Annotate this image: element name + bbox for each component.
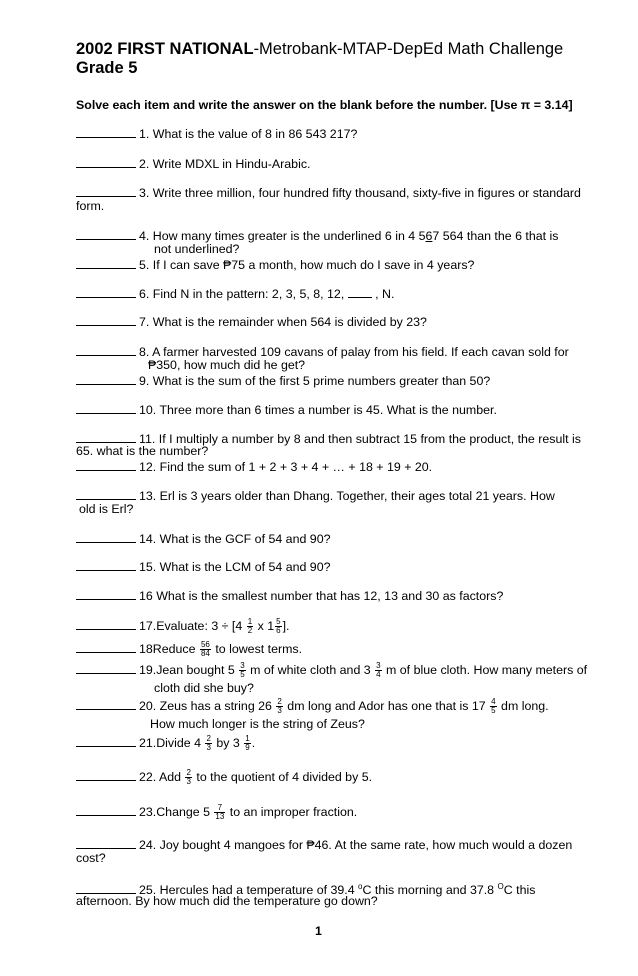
question-21: 21.Divide 4 $\frac{2}{3}$ by 3 $\frac{1}{9}$ .	[76, 735, 255, 752]
answer-blank[interactable]	[76, 257, 136, 269]
answer-blank[interactable]	[76, 402, 136, 414]
fraction: $\frac{56}{84}$	[200, 640, 210, 659]
title	[76, 40, 563, 59]
question-7: 7. What is the remainder when 564 is divided by 23?	[76, 314, 427, 329]
answer-blank[interactable]	[76, 286, 136, 298]
answer-blank[interactable]	[76, 156, 136, 168]
fraction: $\frac{7}{13}$	[215, 803, 225, 822]
fraction: $\frac{1}{2}$	[247, 617, 253, 636]
answer-blank[interactable]	[76, 126, 136, 138]
fraction: $\frac{2}{3}$	[277, 697, 282, 716]
question-20: 20. Zeus has a string 26 $\frac{2}{3}$ dm long and Ador has one that is 17 $\frac{4}{5}$ dm long.	[76, 698, 549, 715]
answer-blank[interactable]	[76, 559, 136, 571]
question-3-cont: form.	[76, 199, 105, 213]
question-11-cont: 65. what is the number?	[76, 444, 209, 458]
instructions: Solve each item and write the answer on the blank before the number. [Use π = 3.14]	[76, 98, 573, 112]
question-2: 2. Write MDXL in Hindu-Arabic.	[76, 156, 310, 171]
question-24-cont: cost?	[76, 851, 106, 865]
answer-blank[interactable]	[76, 641, 136, 653]
question-18: 18Reduce $\frac{56}{84}$ to lowest terms.	[76, 641, 302, 658]
answer-blank[interactable]	[76, 804, 136, 816]
question-14: 14. What is the GCF of 54 and 90?	[76, 531, 330, 546]
grade-heading: Grade 5	[76, 59, 138, 77]
fraction: $\frac{3}{4}$	[376, 661, 381, 680]
question-19: 19.Jean bought 5 $\frac{3}{5}$ m of white cloth and 3 $\frac{3}{4}$ m of blue cloth. How many meters of	[76, 662, 587, 679]
question-22: 22. Add $\frac{2}{3}$ to the quotient of 4 divided by 5.	[76, 769, 372, 786]
question-3: 3. Write three million, four hundred fifty thousand, sixty-five in figures or standard	[76, 185, 581, 200]
question-8: 8. A farmer harvested 109 cavans of palay from his field. If each cavan sold for	[76, 344, 569, 359]
title-rest: -Metrobank-MTAP-DepEd Math Challenge	[253, 40, 564, 58]
fraction: $\frac{1}{9}$	[245, 734, 250, 753]
answer-blank[interactable]	[76, 698, 136, 710]
question-13-cont: old is Erl?	[79, 502, 134, 516]
fraction: $\frac{2}{3}$	[186, 768, 191, 787]
answer-blank[interactable]	[76, 735, 136, 747]
question-9: 9. What is the sum of the first 5 prime numbers greater than 50?	[76, 373, 490, 388]
title-bold: 2002 FIRST NATIONAL	[76, 40, 254, 58]
answer-blank[interactable]	[76, 373, 136, 385]
page-number: 1	[315, 924, 322, 938]
answer-blank[interactable]	[76, 618, 136, 630]
question-4: 4. How many times greater is the underlined 6 in 4 567 564 than the 6 that is	[76, 228, 559, 243]
question-15: 15. What is the LCM of 54 and 90?	[76, 559, 330, 574]
answer-blank[interactable]	[76, 488, 136, 500]
question-23: 23.Change 5 $\frac{7}{13}$ to an improper fraction.	[76, 804, 357, 821]
question-6: 6. Find N in the pattern: 2, 3, 5, 8, 12, , N.	[76, 286, 394, 301]
question-4-cont: not underlined?	[154, 242, 240, 256]
answer-blank[interactable]	[76, 662, 136, 674]
underlined-digit: 6	[425, 229, 433, 243]
fraction: $\frac{4}{5}$	[491, 697, 496, 716]
fraction: $\frac{5}{6}$	[276, 617, 281, 636]
answer-blank[interactable]	[76, 314, 136, 326]
fraction: $\frac{3}{5}$	[240, 661, 245, 680]
answer-blank[interactable]	[76, 769, 136, 781]
fraction: $\frac{2}{3}$	[206, 734, 211, 753]
answer-blank[interactable]	[76, 344, 136, 356]
answer-blank[interactable]	[76, 228, 136, 240]
question-20-cont: How much longer is the string of Zeus?	[150, 717, 365, 731]
question-17: 17.Evaluate: 3 ÷ [4 $\frac{1}{2}$ x 1 $\frac{5}{6}$ ].	[76, 618, 289, 635]
answer-blank[interactable]	[76, 882, 136, 894]
question-25: 25. Hercules had a temperature of 39.4 $^o$C this morning and 37.8 $^O$C this	[76, 880, 535, 897]
question-25-cont: afternoon. By how much did the temperature go down?	[76, 894, 378, 908]
question-19-cont: cloth did she buy?	[154, 681, 254, 695]
question-12: 12. Find the sum of 1 + 2 + 3 + 4 + … + 18 + 19 + 20.	[76, 459, 432, 474]
question-8-cont: ₱350, how much did he get?	[148, 358, 306, 372]
question-10: 10. Three more than 6 times a number is 45. What is the number.	[76, 402, 497, 417]
answer-blank[interactable]	[76, 431, 136, 443]
question-11: 11. If I multiply a number by 8 and then subtract 15 from the product, the result is	[76, 431, 581, 446]
answer-blank[interactable]	[76, 459, 136, 471]
answer-blank[interactable]	[76, 837, 136, 849]
question-24: 24. Joy bought 4 mangoes for ₱46. At the same rate, how much would a dozen	[76, 837, 572, 852]
pattern-blank	[348, 286, 372, 298]
question-16: 16 What is the smallest number that has 12, 13 and 30 as factors?	[76, 588, 503, 603]
answer-blank[interactable]	[76, 185, 136, 197]
answer-blank[interactable]	[76, 531, 136, 543]
answer-blank[interactable]	[76, 588, 136, 600]
question-5: 5. If I can save ₱75 a month, how much do I save in 4 years?	[76, 257, 474, 272]
question-13: 13. Erl is 3 years older than Dhang. Together, their ages total 21 years. How	[76, 488, 555, 503]
question-1: 1. What is the value of 8 in 86 543 217?	[76, 126, 357, 141]
